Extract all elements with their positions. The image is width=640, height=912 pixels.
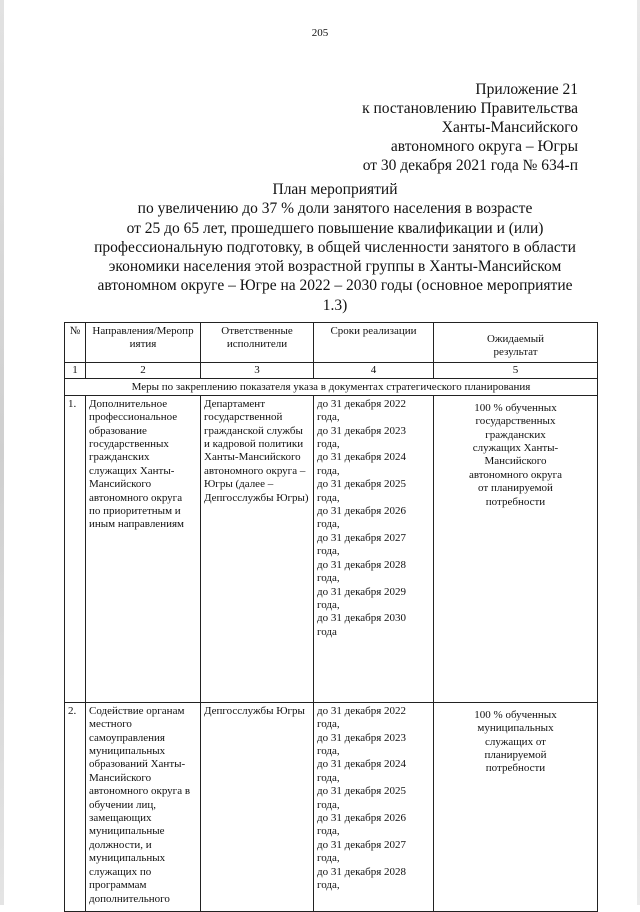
- column-number: 4: [314, 362, 434, 378]
- row-direction: Дополнительное профессиональное образование государственных гражданских служащих Ханты- Мансийского автономного округа по приоритетным и иным направлениям: [86, 395, 201, 702]
- row-responsible: Департамент государственной гражданской службы и кадровой политики Ханты-Мансийского автономного округа – Югры (далее – Депгосслужбы Югры): [201, 395, 314, 702]
- appendix-line: от 30 декабря 2021 года № 634-п: [362, 157, 578, 174]
- plan-title: [70, 180, 600, 315]
- row-responsible: Депгосслужбы Югры: [201, 702, 314, 911]
- row-result: 100 % обученных государственных гражданских служащих Ханты- Мансийского автономного округа от планируемой потребности: [434, 395, 598, 702]
- page-number: 205: [311, 27, 329, 39]
- row-direction: Содействие органам местного самоуправления муниципальных образований Ханты- Мансийского автономного округа в обучении лиц, замещающих муниципальные должности, и муниципальных служащих по программам дополнительного: [86, 702, 201, 911]
- header-result: Ожидаемый результат: [434, 323, 598, 363]
- header-deadlines: Сроки реализации: [314, 323, 434, 363]
- appendix-line: Ханты-Мансийского: [441, 119, 578, 136]
- section-title: Меры по закреплению показателя указа в документах стратегического планирования: [65, 378, 598, 395]
- plan-title-line: 1.3): [322, 296, 348, 314]
- appendix-line: автономного округа – Югры: [390, 138, 578, 155]
- plan-title-line: по увеличению до 37 % доли занятого населения в возрасте: [137, 200, 533, 218]
- plan-title-line: экономики населения этой возрастной группы в Ханты-Мансийском: [108, 258, 562, 276]
- row-result: 100 % обученных муниципальных служащих от планируемой потребности: [434, 702, 598, 911]
- header-num: №: [65, 323, 86, 363]
- table-row: [65, 702, 598, 911]
- column-number: 5: [434, 362, 598, 378]
- plan-title-line: План мероприятий: [272, 181, 398, 198]
- appendix-line: Приложение 21: [475, 81, 578, 98]
- column-number-row: [65, 362, 598, 378]
- table-row: [65, 395, 598, 702]
- row-num: 1.: [65, 395, 86, 702]
- row-deadlines: до 31 декабря 2022 года, до 31 декабря 2023 года, до 31 декабря 2024 года, до 31 декабря 2025 года, до 31 декабря 2026 года, до 31 декабря 2027 года, до 31 декабря 2028 года, до 31 декабря 2029 года, до 31 декабря 2030 года: [314, 395, 434, 702]
- scan-edge-left: [0, 0, 4, 905]
- section-title-row: [65, 378, 598, 395]
- column-number: 2: [86, 362, 201, 378]
- column-number: 1: [65, 362, 86, 378]
- appendix-header: [238, 80, 578, 175]
- column-number: 3: [201, 362, 314, 378]
- row-deadlines: до 31 декабря 2022 года, до 31 декабря 2023 года, до 31 декабря 2024 года, до 31 декабря 2025 года, до 31 декабря 2026 года, до 31 декабря 2027 года, до 31 декабря 2028 года,: [314, 702, 434, 911]
- table-header-row: [65, 323, 598, 363]
- header-responsible: Ответственные исполнители: [201, 323, 314, 363]
- plan-title-line: автономном округе – Югре на 2022 – 2030 годы (основное мероприятие: [97, 277, 573, 295]
- appendix-line: к постановлению Правительства: [362, 100, 578, 117]
- plan-title-line: профессиональную подготовку, в общей численности занятого в области: [94, 238, 576, 256]
- plan-table: [64, 322, 598, 912]
- plan-title-line: от 25 до 65 лет, прошедшего повышение квалификации и (или): [126, 219, 544, 237]
- row-num: 2.: [65, 702, 86, 911]
- header-direction: Направления/Меропр иятия: [86, 323, 201, 363]
